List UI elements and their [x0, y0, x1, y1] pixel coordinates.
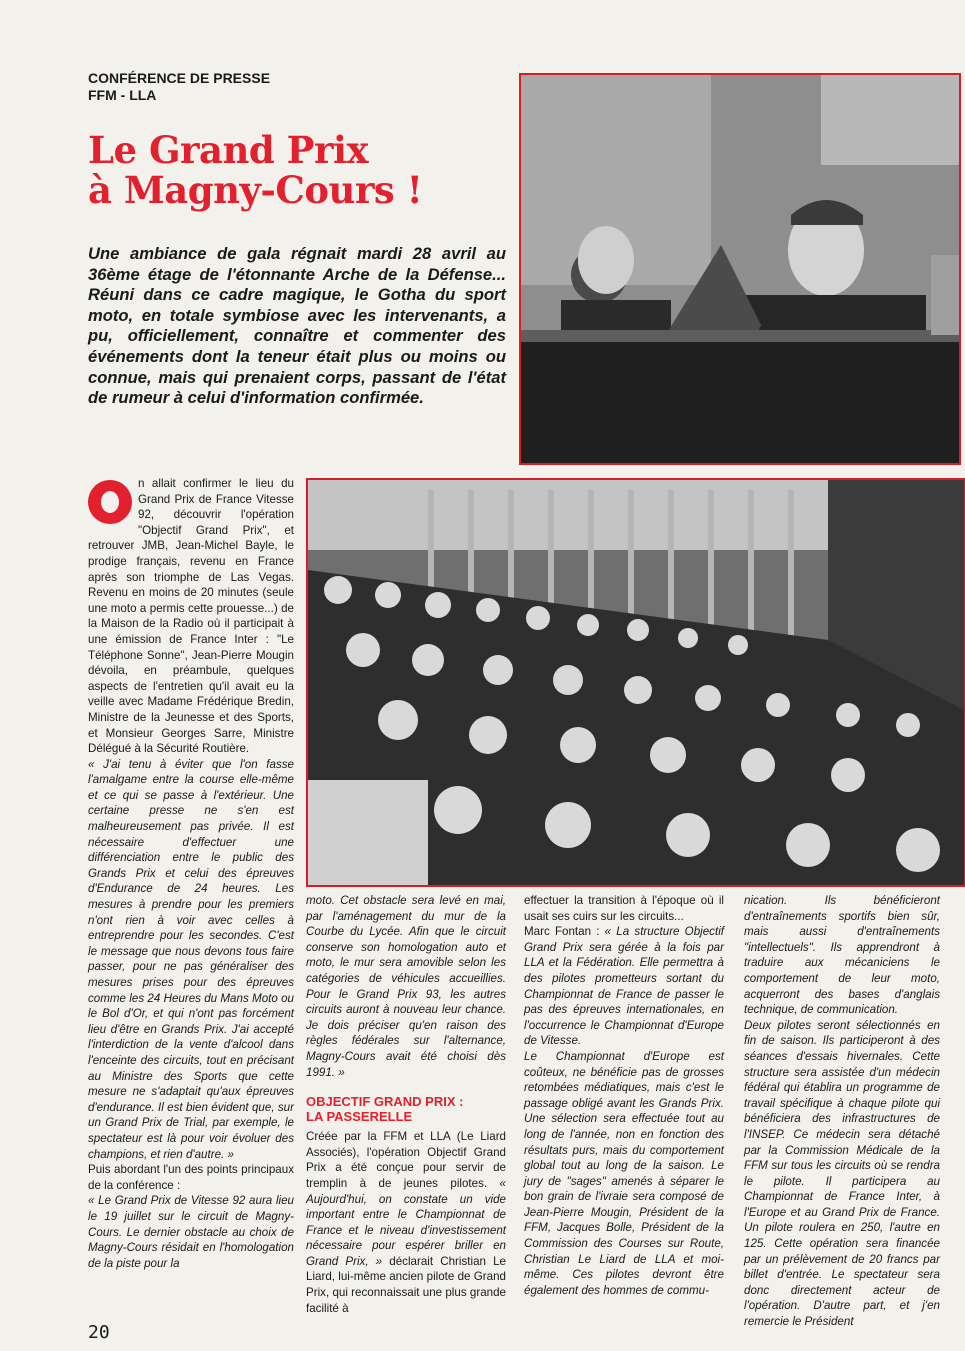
col2-quote-1: moto. Cet obstacle sera levé en mai, par l'aménagement du mur de la Courbe du Lycée. Afin que le circuit conserve son homologation auto et moto, le mur sera amovible selon les catégories de véhicules accueillies. Pour le Grand Prix 93, les autres circuits auront à nouveau leur chance. Je dois préciser qu'en raison des règles fédérales sur l'alternance, Magny-Cours avait été choisi dès 1991. »: [306, 894, 506, 1079]
photo-speakers: [519, 73, 961, 465]
column-3: [524, 893, 724, 1298]
section-kicker: [88, 70, 270, 104]
col3-paragraph-2: [524, 924, 724, 1049]
col4-paragraph-1: nication. Ils bénéficieront d'entraînements sportifs bien sûr, mais aussi d'entraînements "intellectuels". Ils apprendront à traduire aux mécaniciens le comportement de leur moto, acquerront des bases d'anglais technique, de communication.: [744, 894, 940, 1017]
column-4: [744, 893, 940, 1330]
photo-audience: [306, 478, 965, 887]
subhead-line-2: LA PASSERELLE: [306, 1109, 413, 1125]
col1-p1-rest: retrouver JMB, Jean-Michel Bayle, le prodige français, revenu en France après son triomphe de Las Vegas. Revenu en moins de 20 minutes (seule une moto a permis cette prouesse...) de la Maison de la Radio où il participait à une émission de France Inter : "Le Téléphone Sonne", Jean-Pierre Mougin dévoila, en préambule, quelques aspects de l'entretien qu'il avait eu la veille avec Madame Frédérique Bredin, Ministre de la Jeunesse et des Sports, et Monsieur Georges Sarre, Ministre Délégué à la Sécurité Routière.: [88, 539, 294, 756]
subhead-line-1: OBJECTIF GRAND PRIX :: [306, 1094, 464, 1110]
col2-p2: déclarait Christian Le Liard, lui-même ancien pilote de Grand Prix, qui reconnaissait une plus grande facilité à: [306, 1254, 506, 1315]
article-lead: Une ambiance de gala régnait mardi 28 avril au 36ème étage de l'étonnante Arche de la Défense... Réuni dans ce cadre magique, le Gotha du sport moto, en totale symbiose avec les intervenants, a pu, officiellement, connaître et commenter des événements dont la teneur était plus ou moins ou connue, mais qui prenaient corps, passant de l'état de rumeur à celui d'information confirmée.: [88, 244, 506, 408]
title-line-1: Le Grand Prix: [88, 128, 369, 172]
col3-p2-lead: Marc Fontan :: [524, 925, 600, 939]
col2-quote-2: « Aujourd'hui, on constate un vide important entre le Championnat de France et le niveau d'investissement nécessaire pour espérer briller en Grand Prix, »: [306, 1176, 506, 1268]
col2-paragraph-1: [306, 1129, 506, 1316]
article-title: [88, 130, 508, 210]
kicker-line-1: CONFÉRENCE DE PRESSE: [88, 70, 271, 86]
column-2: [306, 893, 506, 1316]
kicker-line-2: FFM - LLA: [88, 87, 157, 103]
col1-p1-start: n allait confirmer le lieu du Grand Prix de France Vitesse 92, découvrir l'opération "Objectif Grand Prix", et: [138, 477, 294, 537]
col1-paragraph-2: Puis abordant l'un des points principaux de la conférence :: [88, 1163, 294, 1192]
photo-audience-image: [308, 480, 964, 885]
photo-speakers-image: [521, 75, 959, 463]
drop-cap-o: [88, 480, 132, 524]
col1-quote-1: « J'ai tenu à éviter que l'on fasse l'amalgame entre la course elle-même et ce qui se passe à l'extérieur. Une certaine presse ne s'en est malheureusement pas privée. Il est nécessaire d'effectuer une différenciation entre le public des Grands Prix et celui des épreuves d'Endurance de 24 heures. Les mesures à prendre pour les premiers n'ont rien à voir avec celles à entreprendre pour les secondes. C'est le message que nous devons tous faire passer, pour ne pas généraliser des mesures prises pour des épreuves comme les 24 Heures du Mans Moto ou le Bol d'Or, et qui n'ont pas forcément lieu d'être en Grands Prix. J'ai accepté l'interdiction de la vente d'alcool dans l'enceinte des circuits, tout en précisant au Ministre des Sports que cette mesure ne s'adaptait qu'aux épreuves d'endurance. Il est bien évident que, sur un Grand Prix de Trial, par exemple, le spectateur est là pour voir évoluer des champions, et rien d'autre. »: [88, 757, 294, 1161]
col3-paragraph-1: effectuer la transition à l'époque où il usait ses cuirs sur les circuits...: [524, 894, 724, 923]
col4-paragraph-2: Deux pilotes seront sélectionnés en fin de saison. Ils participeront à des séances d'essais hivernales. Cette structure sera assistée d'un médecin fédéral qui établira un programme de travail spécifique à chaque pilote qui bénéficiera des infrastructures de l'INSEP. Ce médecin sera détaché par la Commission Médicale de la FFM sur tous les circuits où se rendra le pilote. Il participera au Championnat de France Inter, à l'Europe et au Grand Prix de France. Un pilote roulera en 250, l'autre en 125. Cette opération sera financée par un prélèvement de 20 francs par billet d'entrée. Le spectateur sera donc directement acteur de l'opération. D'autre part, et j'en remercie le Président: [744, 1018, 940, 1329]
col3-paragraph-3: Le Championnat d'Europe est coûteux, ne bénéficie pas de grosses retombées médiatiques, mais c'est le passage obligé avant les Grands Prix. Une sélection sera effectuée tout au long de l'année, non en fonction des résultats purs, mais du comportement global tout au long de la saison. Le jury de "sages" amenés à séparer le bon grain de l'ivraie sera composé de Jean-Pierre Mougin, Président de la FFM, Jacques Bolle, Président de la Commission des Courses sur Route, Christian Le Liard de LLA et moi-même. Ces pilotes devront être également des hommes de commu-: [524, 1049, 724, 1297]
col1-quote-2: « Le Grand Prix de Vitesse 92 aura lieu le 19 juillet sur le circuit de Magny-Cours. Le dernier obstacle au choix de Magny-Cours résidait en l'homologation de la piste pour la: [88, 1194, 294, 1270]
column-1: [88, 476, 294, 1271]
title-line-2: à Magny-Cours !: [88, 168, 423, 212]
page-number: 20: [88, 1322, 110, 1343]
col2-p1: Créée par la FFM et LLA (Le Liard Associés), l'opération Objectif Grand Prix a été conçue pour servir de tremplin à de jeunes pilotes.: [306, 1130, 506, 1190]
col3-p2-quote: « La structure Objectif Grand Prix sera gérée à la fois par LLA et la Fédération. Elle permettra à des pilotes prometteurs sortant du Championnat de France de passer le pas des épreuves internationales, en l'occurrence le Championnat d'Europe de Vitesse.: [524, 925, 724, 1048]
subhead-objectif-grand-prix: [306, 1094, 506, 1124]
